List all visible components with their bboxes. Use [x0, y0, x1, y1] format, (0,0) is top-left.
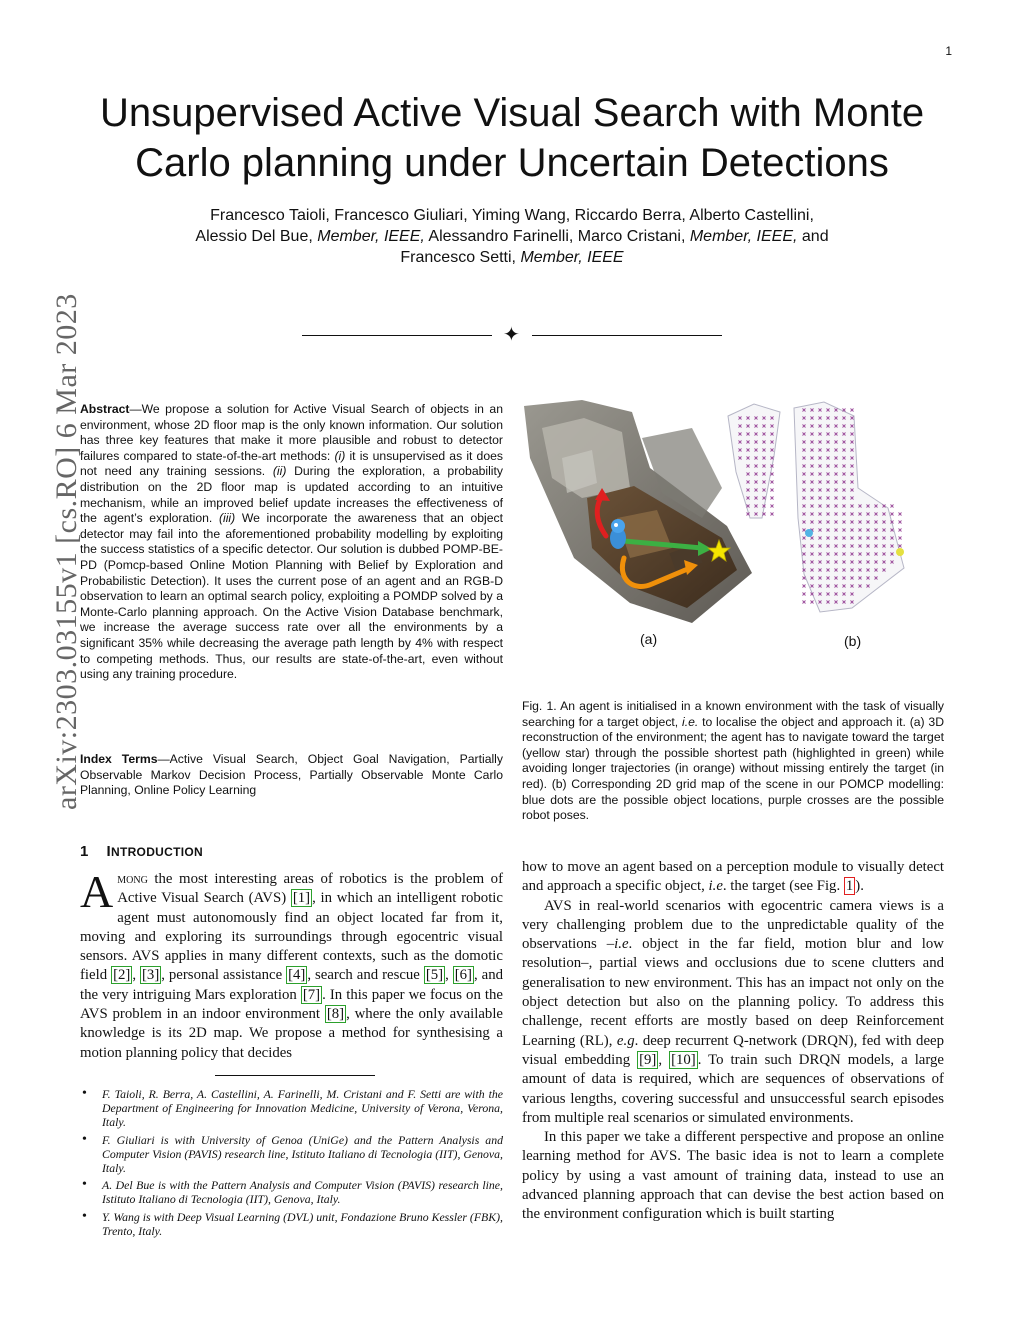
robot-pose-cross — [851, 409, 854, 412]
subfigure-label-a: (a) — [640, 631, 658, 647]
member-tag: Member, IEEE, — [317, 228, 425, 245]
citation-link[interactable]: [8] — [326, 1006, 345, 1023]
authors-line-1: Francesco Taioli, Francesco Giuliari, Yiming Wang, Riccardo Berra, Alberto Castellini, — [210, 207, 814, 224]
robot-pose-cross — [771, 489, 774, 492]
citation-link[interactable]: [10] — [671, 1051, 696, 1068]
citation-link[interactable]: [5] — [425, 967, 444, 984]
author-list — [100, 205, 924, 268]
robot-pose-cross — [771, 513, 774, 516]
footnote-item: • F. Giuliari is with University of Genoa (UniGe) and the Pattern Analysis and Computer Vision (PAVIS) research line, Istituto Italiano di Tecnologia (IIT), Genova, Italy. — [80, 1133, 503, 1176]
citation-link[interactable]: [4] — [288, 967, 306, 984]
subfigure-label-b: (b) — [844, 633, 862, 649]
robot-pose-cross — [771, 481, 774, 484]
body-text: . the target (see Fig. — [722, 878, 844, 895]
section-title-initial: I — [106, 843, 111, 860]
abstract-text: —We propose a solution for Active Visual Search of objects in an environment, whose 2D floor map is the only known information. Our solution has three key features that make it more plausible and robust to detector failures compared to state-of-the-art methods: — [80, 402, 503, 463]
robot-pose-cross — [891, 513, 894, 516]
target-position-marker — [896, 548, 904, 556]
robot-pose-cross — [899, 545, 902, 548]
body-text: the most interesting areas of robotics is the problem of Active Visual Search (AVS) — [117, 871, 503, 907]
body-text: , — [445, 967, 453, 984]
paragraph — [522, 858, 944, 897]
index-terms — [80, 752, 503, 799]
robot-pose-cross — [771, 497, 774, 500]
author-text: Francesco Setti, — [400, 249, 516, 266]
body-text: . deep recurrent Q-network (DRQN), fed with deep visual embedding — [522, 1032, 944, 1068]
body-italic: i.e — [614, 936, 629, 953]
index-terms-label: Index Terms — [80, 752, 158, 766]
abstract-label: Abstract — [80, 402, 130, 416]
section-heading — [80, 843, 203, 860]
body-text: , personal assistance — [161, 967, 287, 984]
abstract-text: it is unsupervised as it does not need any training sessions. — [80, 448, 503, 479]
robot-pose-cross — [803, 601, 806, 604]
intro-left-column — [80, 866, 504, 1063]
citation-link[interactable]: [2] — [113, 967, 131, 984]
robot-position-marker — [805, 529, 813, 537]
body-italic: i.e — [708, 878, 723, 895]
drop-cap: A — [80, 866, 114, 917]
abstract-text: During the exploration, a probability distribution on the 2D floor map is updated according to an intuitive mechanism, while an improved belief update increases the effectiveness of the agent’s exploration. — [80, 464, 503, 526]
body-text: . In this paper we focus on the AVS problem in an indoor environment — [80, 986, 503, 1023]
body-text: , and the very intriguing Mars exploration — [80, 967, 504, 1003]
robot-pose-cross — [803, 577, 806, 580]
footnote-item: • A. Del Bue is with the Pattern Analysis and Computer Vision (PAVIS) research line, Istituto Italiano di Tecnologia (IIT), Genova, Italy. — [80, 1178, 503, 1206]
robot-pose-cross — [803, 593, 806, 596]
robot-pose-cross — [899, 529, 902, 532]
robot-pose-cross — [891, 505, 894, 508]
member-tag: Member, IEEE, — [689, 228, 798, 245]
abstract-item-marker: (iii) — [218, 511, 236, 526]
citation-link[interactable]: [3] — [142, 967, 160, 984]
index-terms-text: —Active Visual Search, Object Goal Navigation, Partially Observable Markov Decision Process, Partially Observable Monte Carlo Planning, Online Policy Learning — [80, 752, 503, 798]
title-line-2: Carlo planning under Uncertain Detections — [135, 141, 889, 185]
member-tag: Member, IEEE — [520, 249, 624, 266]
body-text: how to move an agent based on a perception module to visually detect and approach a specific object, — [522, 859, 944, 895]
caption-text: Fig. 1. An agent is initialised in a known environment with the task of visually searching for a target object, — [522, 699, 944, 729]
robot-pose-cross — [899, 513, 902, 516]
arxiv-stamp: arXiv:2303.03155v1 [cs.RO] 6 Mar 2023 — [50, 293, 83, 810]
figure-caption — [522, 699, 944, 824]
body-text: , search and rescue — [307, 967, 424, 984]
separator-line-left — [302, 335, 492, 336]
intro-right-column — [522, 858, 944, 1225]
figure-1-graphic — [522, 398, 944, 660]
robot-pose-cross — [803, 585, 806, 588]
abstract-text: We incorporate the awareness that an object detector may fail into the aforementioned probability modelling by exploiting the success statistics of a specific detector. Our solution is dubbed POMP-BE-PD (Pomcp-based Online Motion Planning with Belief by Exploration and Probabilistic Detection). It uses the current pose of an agent and an RGB-D observation to learn an optimal search policy, exploiting a POMDP solved by a Monte-Carlo planning approach. On the Active Vision Database benchmark, we increase the average success rate over all the environments by a significant 35% while decreasing the average path length by 4% with respect to competing methods. Thus, our results are state-of-the-art, even without using any training procedure. — [80, 511, 503, 682]
footnotes — [80, 1087, 503, 1241]
author-text: Alessio Del Bue, — [195, 228, 313, 245]
body-text: . To train such DRQN models, a large amount of data is required, which are sequences of observations of various lengths, covering successful and unsuccessful search episodes from multiple real scenarios or simulated environments. — [522, 1051, 944, 1126]
caption-text: to localise the object and approach it. (a) 3D reconstruction of the environment; the agent has to navigate toward the target (yellow star) through the possible shortest path (highlighted in green) while avoiding longer trajectories (in orange) without missing entirely the target (in red). (b) Corresponding 2D grid map of the scene in our POMCP modelling: blue dots are the possible object locations, purple crosses are the possible robot poses. — [522, 714, 944, 823]
robot-pose-cross — [811, 601, 814, 604]
title-line-1: Unsupervised Active Visual Search with Monte — [99, 91, 925, 135]
citation-link[interactable]: [1] — [292, 890, 311, 907]
reconstruction-3d — [524, 400, 752, 623]
abstract-item-marker: (ii) — [272, 464, 287, 479]
section-number: 1 — [80, 843, 89, 860]
agent-robot-icon — [610, 519, 626, 549]
separator-diamond: ✦ — [503, 324, 520, 346]
body-text: . object in the far field, motion blur and low resolution–, partial views and occlusions due to scene clutters and generalisation to new environment. This has an impact not only on the object detection but also on the planning policy. To address this challenge, recent efforts are mostly based on deep Reinforcement Learning (RL), — [522, 936, 944, 1049]
abstract-item-marker: (i) — [334, 448, 346, 463]
body-text: AVS in real-world scenarios with egocentric camera views is a very challenging problem due to the unpredictable quality of the observations – — [522, 897, 944, 953]
caption-italic: i.e. — [682, 714, 699, 729]
citation-link[interactable]: [6] — [454, 967, 472, 984]
body-text: , where the only available knowledge is its 2D map. We propose a method for synthesising a motion planning policy that decides — [80, 1006, 504, 1061]
robot-pose-cross — [899, 537, 902, 540]
author-text: Alessandro Farinelli, Marco Cristani, — [428, 228, 686, 245]
body-text: , — [132, 967, 140, 984]
body-italic: e.g — [616, 1032, 635, 1049]
small-caps-text: mong — [117, 871, 148, 887]
figure-link[interactable]: 1 — [845, 878, 854, 895]
abstract — [80, 402, 503, 683]
authors-line-3 — [100, 247, 924, 268]
body-text: , — [658, 1051, 670, 1068]
citation-link[interactable]: [7] — [302, 986, 321, 1003]
citation-link[interactable]: [9] — [639, 1051, 657, 1068]
paragraph — [522, 897, 944, 1129]
body-text: , in which an intelligent robotic agent must autonomously find an object located far from it, moving and exploring its surroundings through egocentric visual sensors. AVS applies in many different contexts, such as the domotic field — [80, 890, 503, 984]
robot-pose-cross — [899, 521, 902, 524]
separator-line-right — [532, 335, 722, 336]
authors-line-2 — [100, 226, 924, 247]
figure-1 — [522, 398, 944, 660]
footnote-rule — [215, 1075, 375, 1076]
footnote-item: • F. Taioli, R. Berra, A. Castellini, A. Farinelli, M. Cristani and F. Setti are with the Department of Engineering for Innovation Medicine, University of Verona, Verona, Italy. — [80, 1087, 503, 1130]
author-text: and — [801, 228, 829, 245]
robot-pose-cross — [771, 505, 774, 508]
paper-title — [60, 88, 964, 188]
section-title-rest: NTRODUCTION — [111, 845, 203, 859]
page-number: 1 — [945, 44, 952, 58]
footnote-item: • Y. Wang is with Deep Visual Learning (DVL) unit, Fondazione Bruno Kessler (FBK), Trento, Italy. — [80, 1210, 503, 1238]
paragraph: In this paper we take a different perspective and propose an online learning method for AVS. The basic idea is not to learn a complete policy by using a vast amount of training data, instead to use an advanced planning approach that can devise the best action based on the environment configuration which is built starting — [522, 1129, 944, 1223]
grid-map-2d — [728, 402, 904, 612]
body-text: ). — [855, 878, 864, 895]
